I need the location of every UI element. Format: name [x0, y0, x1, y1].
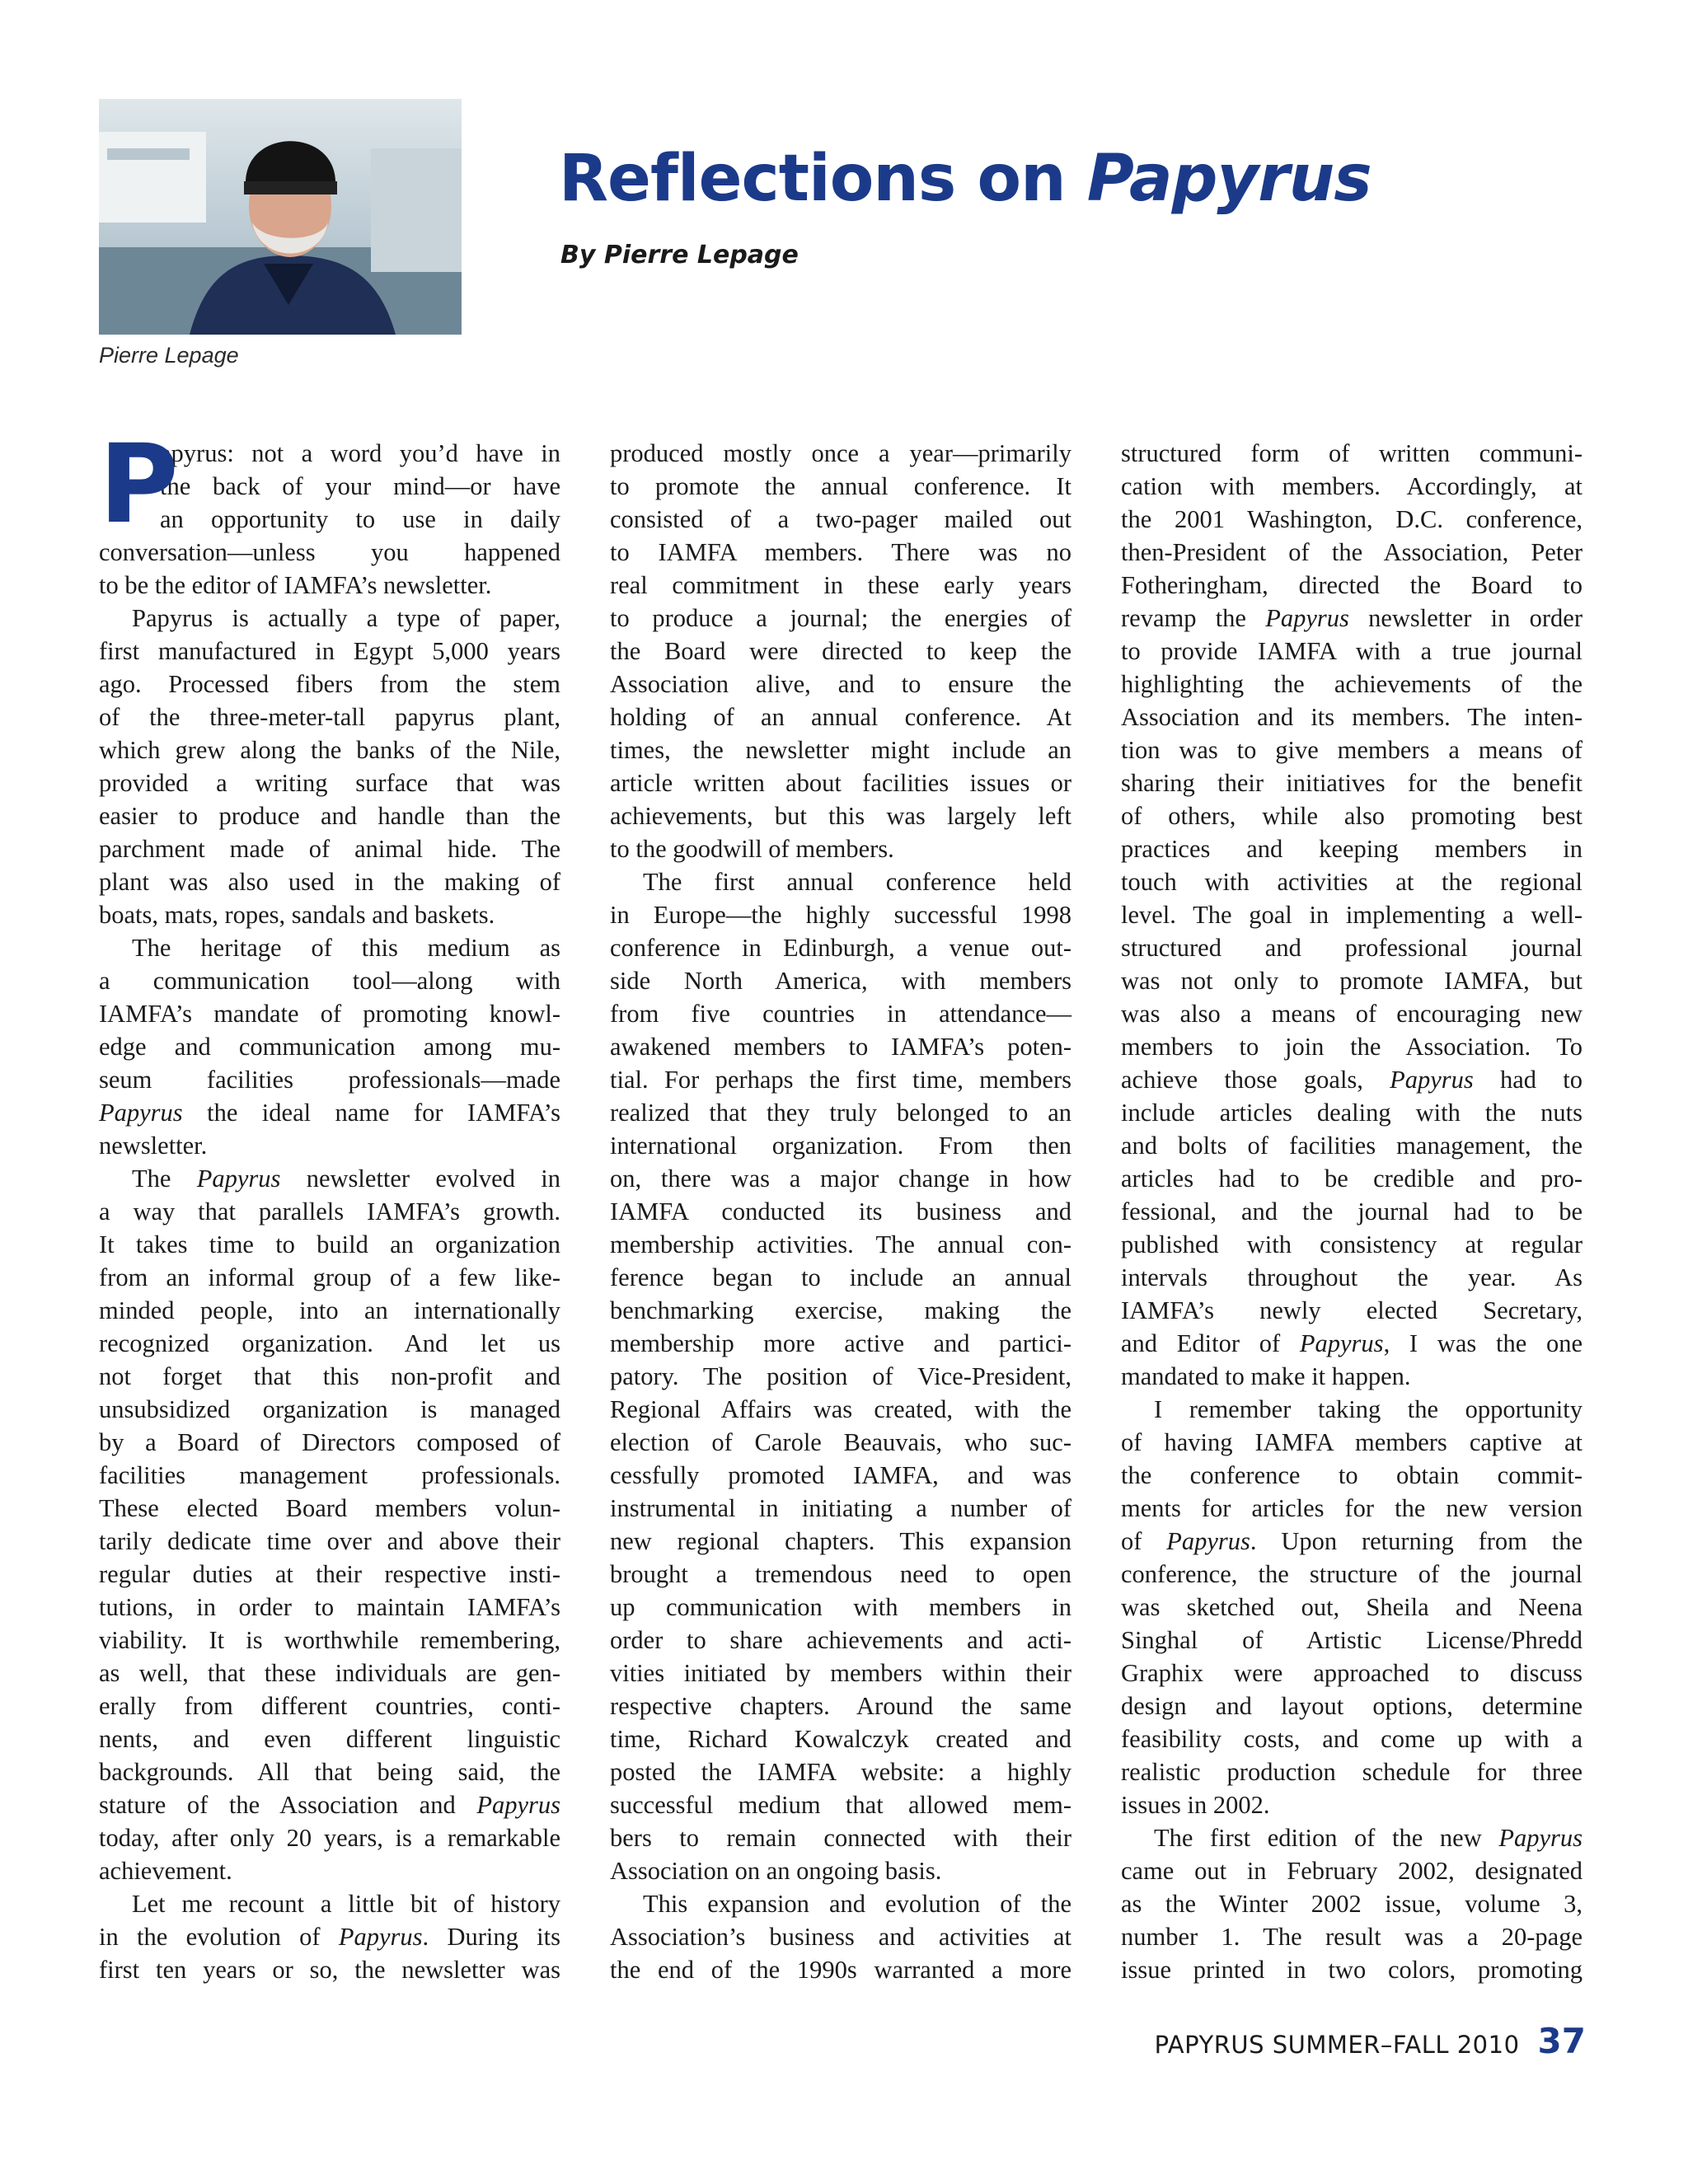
- text-line: the end of the 1990s warranted a more: [610, 1956, 1071, 1984]
- text-line: Papyrus is actually a type of paper,: [132, 604, 560, 632]
- article-title: [559, 142, 1372, 216]
- text-line: article written about facilities issues or: [610, 769, 1071, 797]
- text-line: was sketched out, Sheila and Neena: [1121, 1593, 1582, 1621]
- text-line: fessional, and the journal had to be: [1121, 1197, 1582, 1226]
- text-line: respective chapters. Around the same: [610, 1692, 1071, 1720]
- text-line: election of Carole Beauvais, who suc-: [610, 1428, 1071, 1456]
- text-line: recognized organization. And let us: [99, 1329, 560, 1357]
- text-line: to provide IAMFA with a true journal: [1121, 637, 1582, 665]
- text-line: Singhal of Artistic License/Phredd: [1121, 1626, 1582, 1654]
- text-line: conference in Edinburgh, a venue out-: [610, 934, 1071, 962]
- text-line: edge and communication among mu-: [99, 1033, 560, 1061]
- text-line: holding of an annual conference. At: [610, 703, 1071, 731]
- text-line: real commitment in these early years: [610, 571, 1071, 599]
- text-line: from an informal group of a few like-: [99, 1263, 560, 1291]
- text-line: realized that they truly belonged to an: [610, 1099, 1071, 1127]
- text-line: number 1. The result was a 20-page: [1121, 1923, 1582, 1951]
- text-line: realistic production schedule for three: [1121, 1758, 1582, 1786]
- text-line: a communication tool—along with: [99, 967, 560, 995]
- text-line: articles had to be credible and pro-: [1121, 1165, 1582, 1193]
- text-line: regular duties at their respective insti-: [99, 1560, 560, 1588]
- text-line: seum facilities professionals—made: [99, 1066, 560, 1094]
- text-line: to the goodwill of members.: [610, 835, 894, 863]
- text-line: mandated to make it happen.: [1121, 1362, 1411, 1390]
- text-line: sharing their initiatives for the benefit: [1121, 769, 1582, 797]
- text-line: Association and its members. The inten-: [1121, 703, 1582, 731]
- text-line: highlighting the achievements of the: [1121, 670, 1582, 698]
- text-line: It takes time to build an organization: [99, 1230, 560, 1258]
- text-line: side North America, with members: [610, 967, 1071, 995]
- text-line: was also a means of encouraging new: [1121, 1000, 1582, 1028]
- page-number: 37: [1537, 2021, 1586, 2061]
- text-line: patory. The position of Vice-President,: [610, 1362, 1071, 1390]
- text-line: which grew along the banks of the Nile,: [99, 736, 560, 764]
- text-line: times, the newsletter might include an: [610, 736, 1071, 764]
- text-line: Papyrus the ideal name for IAMFA’s: [99, 1099, 560, 1127]
- text-line: conference, the structure of the journal: [1121, 1560, 1582, 1588]
- text-line: to promote the annual conference. It: [610, 472, 1071, 500]
- text-line: parchment made of animal hide. The: [99, 835, 560, 863]
- text-line: to be the editor of IAMFA’s newsletter.: [99, 571, 492, 599]
- text-line: tarily dedicate time over and above their: [99, 1527, 560, 1555]
- text-line: ference began to include an annual: [610, 1263, 1071, 1291]
- text-line: first ten years or so, the newsletter was: [99, 1956, 560, 1984]
- text-line: a way that parallels IAMFA’s growth.: [99, 1197, 560, 1226]
- text-line: today, after only 20 years, is a remarkable: [99, 1824, 560, 1852]
- article-column-2: [610, 437, 1071, 1986]
- text-line: the Board were directed to keep the: [610, 637, 1071, 665]
- text-line: minded people, into an internationally: [99, 1296, 560, 1324]
- article-column-1: [99, 421, 561, 1986]
- text-line: was not only to promote IAMFA, but: [1121, 967, 1582, 995]
- text-line: level. The goal in implementing a well-: [1121, 901, 1582, 929]
- text-line: facilities management professionals.: [99, 1461, 560, 1489]
- text-line: backgrounds. All that being said, the: [99, 1758, 560, 1786]
- text-line: bers to remain connected with their: [610, 1824, 1071, 1852]
- title-main: Reflections on: [559, 142, 1087, 216]
- text-line: tial. For perhaps the first time, members: [610, 1066, 1071, 1094]
- text-line: to produce a journal; the energies of: [610, 604, 1071, 632]
- text-line: as well, that these individuals are gen-: [99, 1659, 560, 1687]
- text-line: cation with members. Accordingly, at: [1121, 472, 1582, 500]
- text-line: touch with activities at the regional: [1121, 868, 1582, 896]
- text-line: produced mostly once a year—primarily: [610, 439, 1071, 467]
- text-line: boats, mats, ropes, sandals and baskets.: [99, 901, 495, 929]
- photo-caption: Pierre Lepage: [99, 343, 239, 368]
- text-line: structured and professional journal: [1121, 934, 1582, 962]
- text-line: Graphix were approached to discuss: [1121, 1659, 1582, 1687]
- text-line: IAMFA’s mandate of promoting knowl-: [99, 1000, 560, 1028]
- text-line: Association alive, and to ensure the: [610, 670, 1071, 698]
- byline: By Pierre Lepage: [560, 241, 799, 269]
- text-line: ago. Processed fibers from the stem: [99, 670, 560, 698]
- text-line: of Papyrus. Upon returning from the: [1121, 1527, 1582, 1555]
- text-line: tion was to give members a means of: [1121, 736, 1582, 764]
- text-line: design and layout options, determine: [1121, 1692, 1582, 1720]
- text-line: as the Winter 2002 issue, volume 3,: [1121, 1890, 1582, 1918]
- text-line: on, there was a major change in how: [610, 1165, 1071, 1193]
- author-photo: [99, 99, 462, 335]
- publication-name: PAPYRUS SUMMER–FALL 2010: [1154, 2031, 1520, 2059]
- text-line: revamp the Papyrus newsletter in order: [1121, 604, 1582, 632]
- text-line: intervals throughout the year. As: [1121, 1263, 1582, 1291]
- drop-cap: P: [99, 421, 179, 548]
- text-line: the back of your mind—or have: [160, 472, 560, 500]
- text-line: practices and keeping members in: [1121, 835, 1582, 863]
- text-line: Fotheringham, directed the Board to: [1121, 571, 1582, 599]
- text-line: Let me recount a little bit of history: [132, 1890, 560, 1918]
- text-line: include articles dealing with the nuts: [1121, 1099, 1582, 1127]
- text-line: first manufactured in Egypt 5,000 years: [99, 637, 560, 665]
- text-line: achieve those goals, Papyrus had to: [1121, 1066, 1582, 1094]
- text-line: instrumental in initiating a number of: [610, 1494, 1071, 1522]
- title-italic: Papyrus: [1086, 142, 1372, 216]
- text-line: benchmarking exercise, making the: [610, 1296, 1071, 1324]
- text-line: structured form of written communi-: [1121, 439, 1582, 467]
- text-line: plant was also used in the making of: [99, 868, 560, 896]
- text-line: came out in February 2002, designated: [1121, 1857, 1582, 1885]
- text-line: IAMFA’s newly elected Secretary,: [1121, 1296, 1582, 1324]
- text-line: The Papyrus newsletter evolved in: [132, 1165, 561, 1193]
- text-line: tutions, in order to maintain IAMFA’s: [99, 1593, 560, 1621]
- text-line: These elected Board members volun-: [99, 1494, 560, 1522]
- text-line: achievements, but this was largely left: [610, 802, 1071, 830]
- text-line: Association on an ongoing basis.: [610, 1857, 942, 1885]
- text-line: the conference to obtain commit-: [1121, 1461, 1582, 1489]
- text-line: brought a tremendous need to open: [610, 1560, 1071, 1588]
- text-line: an opportunity to use in daily: [160, 505, 560, 533]
- text-line: then-President of the Association, Peter: [1121, 538, 1582, 566]
- text-line: members to join the Association. To: [1121, 1033, 1582, 1061]
- text-line: in the evolution of Papyrus. During its: [99, 1923, 560, 1951]
- page-footer: [1155, 2021, 1586, 2061]
- text-line: This expansion and evolution of the: [643, 1890, 1071, 1918]
- text-line: successful medium that allowed mem-: [610, 1791, 1071, 1819]
- text-line: I remember taking the opportunity: [1154, 1395, 1582, 1423]
- text-line: new regional chapters. This expansion: [610, 1527, 1071, 1555]
- text-line: The first annual conference held: [643, 868, 1071, 896]
- text-line: Regional Affairs was created, with the: [610, 1395, 1071, 1423]
- text-line: ments for articles for the new version: [1121, 1494, 1582, 1522]
- text-line: erally from different countries, conti-: [99, 1692, 560, 1720]
- text-line: stature of the Association and Papyrus: [99, 1791, 560, 1819]
- article-column-3: [1121, 437, 1582, 1986]
- text-line: published with consistency at regular: [1121, 1230, 1582, 1258]
- text-line: vities initiated by members within their: [610, 1659, 1071, 1687]
- text-line: not forget that this non-profit and: [99, 1362, 560, 1390]
- text-line: to IAMFA members. There was no: [610, 538, 1071, 566]
- text-line: conversation—unless you happened: [99, 538, 560, 566]
- text-line: consisted of a two-pager mailed out: [610, 505, 1071, 533]
- text-line: newsletter.: [99, 1132, 208, 1160]
- text-line: and bolts of facilities management, the: [1121, 1132, 1582, 1160]
- text-line: The heritage of this medium as: [132, 934, 560, 962]
- text-line: by a Board of Directors composed of: [99, 1428, 560, 1456]
- text-line: awakened members to IAMFA’s poten-: [610, 1033, 1071, 1061]
- text-line: Association’s business and activities at: [610, 1923, 1071, 1951]
- text-line: time, Richard Kowalczyk created and: [610, 1725, 1071, 1753]
- text-line: from five countries in attendance—: [610, 1000, 1071, 1028]
- text-line: of having IAMFA members captive at: [1121, 1428, 1582, 1456]
- text-line: provided a writing surface that was: [99, 769, 560, 797]
- text-line: achievement.: [99, 1857, 232, 1885]
- text-line: cessfully promoted IAMFA, and was: [610, 1461, 1071, 1489]
- text-line: of the three-meter-tall papyrus plant,: [99, 703, 560, 731]
- text-line: the 2001 Washington, D.C. conference,: [1121, 505, 1582, 533]
- text-line: nents, and even different linguistic: [99, 1725, 560, 1753]
- text-line: and Editor of Papyrus, I was the one: [1121, 1329, 1583, 1357]
- text-line: issue printed in two colors, promoting: [1121, 1956, 1582, 1984]
- text-line: membership activities. The annual con-: [610, 1230, 1071, 1258]
- text-line: feasibility costs, and come up with a: [1121, 1725, 1582, 1753]
- text-line: viability. It is worthwhile remembering,: [99, 1626, 560, 1654]
- text-line: issues in 2002.: [1121, 1791, 1270, 1819]
- text-line: posted the IAMFA website: a highly: [610, 1758, 1071, 1786]
- text-line: membership more active and partici-: [610, 1329, 1071, 1357]
- text-line: The first edition of the new Papyrus: [1154, 1824, 1582, 1852]
- text-line: IAMFA conducted its business and: [610, 1197, 1071, 1226]
- text-line: up communication with members in: [610, 1593, 1071, 1621]
- text-line: international organization. From then: [610, 1132, 1071, 1160]
- text-line: of others, while also promoting best: [1121, 802, 1582, 830]
- text-line: in Europe—the highly successful 1998: [610, 901, 1071, 929]
- text-line: order to share achievements and acti-: [610, 1626, 1071, 1654]
- text-line: unsubsidized organization is managed: [99, 1395, 560, 1423]
- text-line: apyrus: not a word you’d have in: [160, 439, 560, 467]
- text-line: easier to produce and handle than the: [99, 802, 560, 830]
